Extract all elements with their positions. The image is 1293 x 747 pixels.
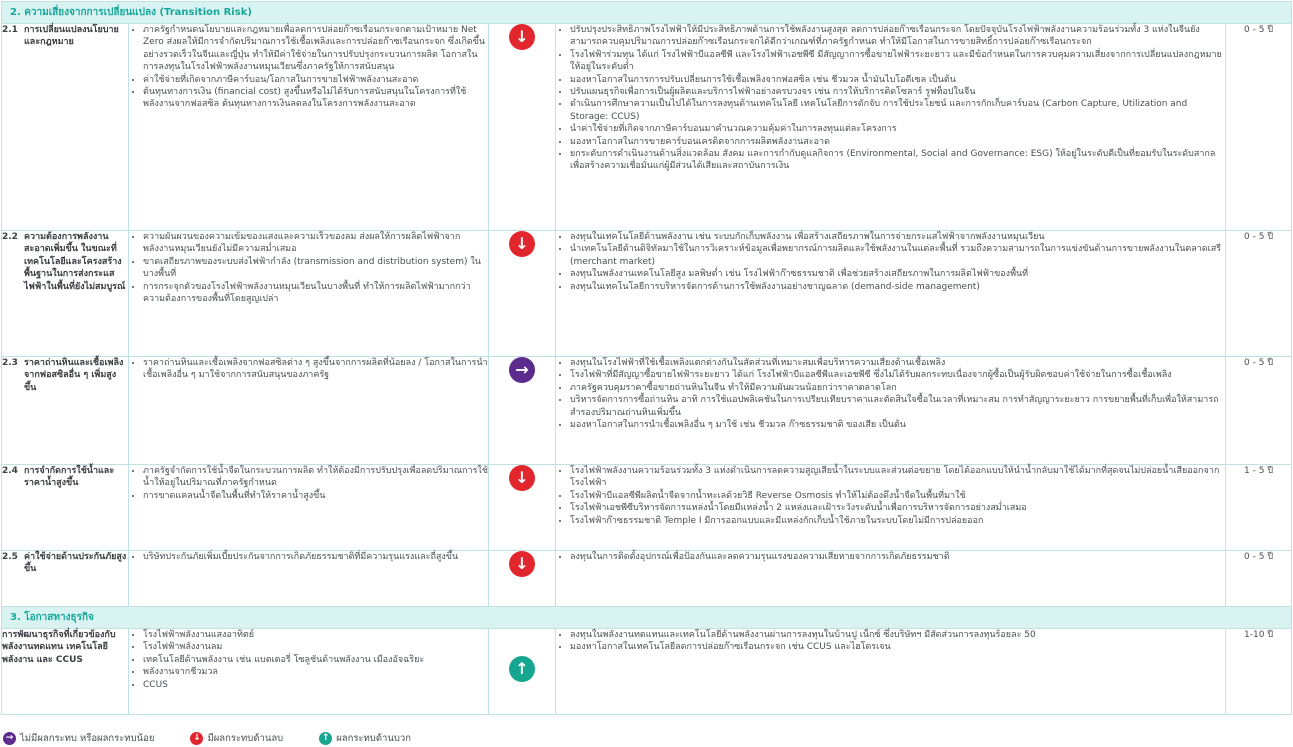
time-horizon: 0 - 5 ปี [1226,357,1292,465]
list-item: • ค่าใช้จ่ายที่เกิดจากภาษีคาร์บอน/โอกาสในการขายไฟฟ้าพลังงานสะอาด [143,74,488,86]
risk-row [2,24,1292,231]
list-item: • โรงไฟฟ้าเอชพีซีบริหารจัดการแหล่งน้ำโดยมีแหล่งน้ำ 2 แหล่งและเฝ้าระวังระดับน้ำเพื่อการบริหารจัดการอย่างสม่ำเสมอ [570,502,1225,514]
risk-topic-text: การจำกัดการใช้น้ำและราคาน้ำสูงขึ้น [24,466,115,489]
risk-topic [2,465,129,551]
risk-topic [2,357,129,465]
list-item: • พลังงานจากชีวมวล [143,666,488,678]
list-item: • ต้นทุนทางการเงิน (financial cost) สูงขึ้นหรือไม่ได้รับการสนับสนุนในโครงการที่ใช้พลังงานจากฟอสซิล ต้นทุนทางการเงินลดลงในโครงการพลังงานสะอาด [143,86,488,111]
risk-topic [2,551,129,607]
risk-description [129,551,489,607]
risk-number: 2.5 [2,552,18,562]
opportunity-description [129,629,489,715]
list-item: • ปรับปรุงประสิทธิภาพโรงไฟฟ้าให้มีประสิทธิภาพด้านการใช้พลังงานสูงสุด ลดการปล่อยก๊าซเรือนกระจก โดยปัจจุบันโรงไฟฟ้าพลังงานความร้อนร่วมทั้ง 3 แห่งในจีนยังสามารถควบคุมปริมาณการปล่อยก๊าซเรือนกระจกได้ดีกว่าเกณฑ์ที่ภาครัฐกำหนด ทำให้มีโอกาสในการขายสิทธิ์การปล่อยก๊าซเรือนกระจก [570,24,1225,49]
risk-mitigation [556,551,1226,607]
legend-item-neutral [3,731,154,746]
risk-description [129,357,489,465]
list-item: • การขาดแคลนน้ำจืดในพื้นที่ทำให้ราคาน้ำสูงขึ้น [143,490,488,502]
down-arrow-icon: ↓ [509,465,535,491]
impact-cell [489,629,556,715]
risk-description [129,465,489,551]
list-item: • ลงทุนในการติดตั้งอุปกรณ์เพื่อป้องกันและลดความรุนแรงของความเสียหายจากการเกิดภัยธรรมชาติ [570,551,1225,563]
list-item: • มองหาโอกาสในการการปรับเปลี่ยนการใช้เชื้อเพลิงจากฟอสซิล เช่น ชีวมวล น้ำมันไบโอดีเซล เป็นต้น [570,74,1225,86]
list-item: • บริหารจัดการการซื้อถ่านหิน อาทิ การใช้แอปพลิเคชันในการเปรียบเทียบราคาและตัดสินใจซื้อในเวลาที่เหมาะสม การทำสัญญาระยะยาว การขยายพื้นที่เก็บเพื่อให้สามารถสำรองปริมาณถ่านหินเพิ่มขึ้น [570,394,1225,419]
impact-cell [489,465,556,551]
legend-label: มีผลกระทบด้านลบ [207,732,284,744]
list-item: • ลงทุนในพลังงานทดแทนและเทคโนโลยีด้านพลังงานผ่านการลงทุนในบ้านปู เน็กซ์ ซึ่งบริษัทฯ มีสัดส่วนการลงทุนร้อยละ 50 [570,629,1225,641]
risk-description [129,231,489,357]
list-item: • โรงไฟฟ้าพลังงานลม [143,641,488,653]
risk-mitigation [556,24,1226,231]
list-item: • โรงไฟฟ้าที่มีสัญญาซื้อขายไฟฟ้าระยะยาว ได้แก่ โรงไฟฟ้าบีแอลซีพีและเอชพีซี ซึ่งไม่ได้รับผลกระทบเนื่องจากผู้ซื้อเป็นผู้รับผิดชอบค่าใช้จ่ายในการซื้อเชื้อเพลิง [570,369,1225,381]
risk-number: 2.3 [2,358,18,368]
list-item: • การกระจุกตัวของโรงไฟฟ้าพลังงานหมุนเวียนในบางพื้นที่ ทำให้การผลิตไฟฟ้ามากกว่าความต้องการของพื้นที่โดยสูญเปล่า [143,281,488,306]
list-item: • ลงทุนในเทคโนโลยีด้านพลังงาน เช่น ระบบกักเก็บพลังงาน เพื่อสร้างเสถียรภาพในการจ่ายกระแสไฟฟ้าจากพลังงานหมุนเวียน [570,231,1225,243]
impact-cell [489,357,556,465]
section-header-transition-risk [2,2,1292,24]
right-arrow-icon: → [509,357,535,383]
risk-row [2,551,1292,607]
list-item: • โรงไฟฟ้าก๊าซธรรมชาติ Temple I มีการออกแบบและมีแหล่งกักเก็บน้ำใช้ภายในระบบโดยไม่มีการปล่อยออก [570,515,1225,527]
section-title: 3. โอกาสทางธุรกิจ [2,607,1292,629]
list-item: • โรงไฟฟ้าพลังงานความร้อนร่วมทั้ง 3 แห่งดำเนินการลดความสูญเสียน้ำในระบบและส่วนต่อขยาย โดยได้ออกแบบให้นำน้ำกลับมาใช้ได้มากที่สุดจนไม่ปล่อยน้ำเสียออกจากโรงไฟฟ้า [570,465,1225,490]
list-item: • ราคาถ่านหินและเชื้อเพลิงจากฟอสซิลต่าง ๆ สูงขึ้นจากการผลิตที่น้อยลง / โอกาสในการนำเชื้อเพลิงอื่น ๆ มาใช้จากการสนับสนุนของภาครัฐ [143,357,488,382]
list-item: • มองหาโอกาสในการนำเชื้อเพลิงอื่น ๆ มาใช้ เช่น ชีวมวล ก๊าซธรรมชาติ ของเสีย เป็นต้น [570,419,1225,431]
down-arrow-icon: ↓ [509,24,535,50]
down-arrow-icon: ↓ [509,551,535,577]
list-item: • ภาครัฐควบคุมราคาซื้อขายถ่านหินในจีน ทำให้มีความผันผวนน้อยกว่าราคาตลาดโลก [570,382,1225,394]
list-item: • ดำเนินการศึกษาความเป็นไปได้ในการลงทุนด้านเทคโนโลยี เทคโนโลยีการดักจับ การใช้ประโยชน์ และการกักเก็บคาร์บอน (Carbon Capture, Utilization and Storage: CCUS) [570,98,1225,123]
list-item: • เทคโนโลยีด้านพลังงาน เช่น แบตเตอรี่ โซลูชันด้านพลังงาน เมืองอัจฉริยะ [143,654,488,666]
list-item: • โรงไฟฟ้าพลังงานแสงอาทิตย์ [143,629,488,641]
risk-row [2,231,1292,357]
list-item: • ลงทุนในโรงไฟฟ้าที่ใช้เชื้อเพลิงแตกต่างกันในสัดส่วนที่เหมาะสมเพื่อบริหารความเสี่ยงด้านเชื้อเพลิง [570,357,1225,369]
risk-table [1,1,1292,715]
right-arrow-icon: → [3,732,16,745]
down-arrow-icon: ↓ [509,231,535,257]
impact-cell [489,231,556,357]
risk-row [2,357,1292,465]
risk-mitigation [556,357,1226,465]
list-item: • ปรับแผนธุรกิจเพื่อการเป็นผู้ผลิตและบริการไฟฟ้าอย่างครบวงจร เช่น การให้บริการติดโซลาร์ รูฟท็อปในจีน [570,86,1225,98]
list-item: • มองหาโอกาสในการขายคาร์บอนเครดิตจากการผลิตพลังงานสะอาด [570,136,1225,148]
risk-row [2,465,1292,551]
risk-description [129,24,489,231]
up-arrow-icon: ↑ [509,656,535,682]
risk-mitigation [556,465,1226,551]
section-title: 2. ความเสี่ยงจากการเปลี่ยนแปลง (Transition Risk) [2,2,1292,24]
list-item: • นำเทคโนโลยีด้านดิจิทัลมาใช้ในการวิเคราะห์ข้อมูลเพื่อพยากรณ์การผลิตและใช้พลังงานในแต่ละพื้นที่ รวมถึงความสามารถในการแข่งขันด้านการขายพลังงานในตลาดเสรี (merchant market) [570,243,1225,268]
legend-label: ผลกระทบด้านบวก [336,732,411,744]
list-item: • ยกระดับการดำเนินงานด้านสิ่งแวดล้อม สังคม และการกำกับดูแลกิจการ (Environmental, Social and Governance: ESG) ให้อยู่ในระดับดีเป็นที่ยอมรับในระดับสากล เพื่อสร้างความเชื่อมั่นแก่ผู้มีส่วนได้เสียและสถาบันการเงิน [570,148,1225,173]
time-horizon: 0 - 5 ปี [1226,24,1292,231]
list-item: • ลงทุนในเทคโนโลยีการบริหารจัดการด้านการใช้พลังงานอย่างชาญฉลาด (demand-side management) [570,281,1225,293]
opportunity-topic-text: การพัฒนาธุรกิจที่เกี่ยวข้องกับพลังงานทดแทน เทคโนโลยีพลังงาน และ CCUS [2,630,116,665]
risk-topic-text: ความต้องการพลังงานสะอาดเพิ่มขึ้น ในขณะที่เทคโนโลยีและโครงสร้างพื้นฐานในการส่งกระแสไฟฟ้าในพื้นที่ยังไม่สมบูรณ์ [24,232,126,292]
time-horizon: 1 - 5 ปี [1226,465,1292,551]
down-arrow-icon: ↓ [190,732,203,745]
risk-number: 2.1 [2,25,18,35]
list-item: • นำค่าใช้จ่ายที่เกิดจากภาษีคาร์บอนมาคำนวณความคุ้มค่าในการลงทุนแต่ละโครงการ [570,123,1225,135]
risk-number: 2.4 [2,466,18,476]
legend-item-negative [190,731,283,746]
list-item: • ความผันผวนของความเข้มของแสงและความเร็วของลม ส่งผลให้การผลิตไฟฟ้าจากพลังงานหมุนเวียนยังไม่มีความสม่ำเสมอ [143,231,488,256]
risk-number: 2.2 [2,232,18,242]
list-item: • มองหาโอกาสในเทคโนโลยีลดการปล่อยก๊าซเรือนกระจก เช่น CCUS และไฮโดรเจน [570,641,1225,653]
list-item: • ลงทุนในพลังงานเทคโนโลยีสูง มลพิษต่ำ เช่น โรงไฟฟ้าก๊าซธรรมชาติ เพื่อช่วยสร้างเสถียรภาพในการผลิตไฟฟ้าของพื้นที่ [570,268,1225,280]
opportunity-row [2,629,1292,715]
risk-topic-text: ราคาถ่านหินและเชื้อเพลิงจากฟอสซิลอื่น ๆ เพิ่มสูงขึ้น [24,358,124,393]
list-item: • ภาครัฐกำหนดนโยบายและกฎหมายเพื่อลดการปล่อยก๊าซเรือนกระจกตามเป้าหมาย Net Zero ส่งผลให้มีการจำกัดปริมาณการใช้เชื้อเพลิงและการปล่อยก๊าซเรือนกระจก ซึ่งเกิดขึ้นอย่างรวดเร็วในจีนและญี่ปุ่น ทำให้มีค่าใช้จ่ายในการปรับปรุงกระบวนการผลิต โอกาสในการลงทุนในโรงไฟฟ้าพลังงานหมุนเวียนซึ่งภาครัฐให้การสนับสนุน [143,24,488,74]
list-item: • โรงไฟฟ้าร่วมทุน ได้แก่ โรงไฟฟ้าบีแอลซีพี และโรงไฟฟ้าเอชพีซี มีสัญญาการซื้อขายไฟฟ้าระยะยาว และมีข้อกำหนดในการควบคุมความเสี่ยงจากการเปลี่ยนแปลงกฎหมายให้อยู่ในระดับต่ำ [570,49,1225,74]
opportunity-actions [556,629,1226,715]
list-item: • บริษัทประกันภัยเพิ่มเบี้ยประกันจากการเกิดภัยธรรมชาติที่มีความรุนแรงและถี่สูงขึ้น [143,551,488,563]
opportunity-topic [2,629,129,715]
list-item: • ขาดเสถียรภาพของระบบส่งไฟฟ้ากำลัง (transmission and distribution system) ในบางพื้นที่ [143,256,488,281]
legend-label: ไม่มีผลกระทบ หรือผลกระทบน้อย [20,732,155,744]
time-horizon: 0 - 5 ปี [1226,231,1292,357]
risk-topic-text: ค่าใช้จ่ายด้านประกันภัยสูงขึ้น [24,552,127,575]
risk-topic-text: การเปลี่ยนแปลงนโยบายและกฎหมาย [24,25,119,48]
list-item: • CCUS [143,679,488,691]
impact-cell [489,24,556,231]
time-horizon: 1-10 ปี [1226,629,1292,715]
risk-topic [2,24,129,231]
list-item: • ภาครัฐจำกัดการใช้น้ำจืดในกระบวนการผลิต ทำให้ต้องมีการปรับปรุงเพื่อลดปริมาณการใช้น้ำให้อยู่ในปริมาณที่ภาครัฐกำหนด [143,465,488,490]
legend [3,729,447,747]
risk-topic [2,231,129,357]
risk-mitigation [556,231,1226,357]
time-horizon: 0 - 5 ปี [1226,551,1292,607]
list-item: • โรงไฟฟ้าบีแอลซีพีผลิตน้ำจืดจากน้ำทะเลด้วยวิธี Reverse Osmosis ทำให้ไม่ต้องดึงน้ำจืดในพื้นที่มาใช้ [570,490,1225,502]
legend-item-positive [319,731,411,746]
up-arrow-icon: ↑ [319,732,332,745]
section-header-opportunity [2,607,1292,629]
impact-cell [489,551,556,607]
